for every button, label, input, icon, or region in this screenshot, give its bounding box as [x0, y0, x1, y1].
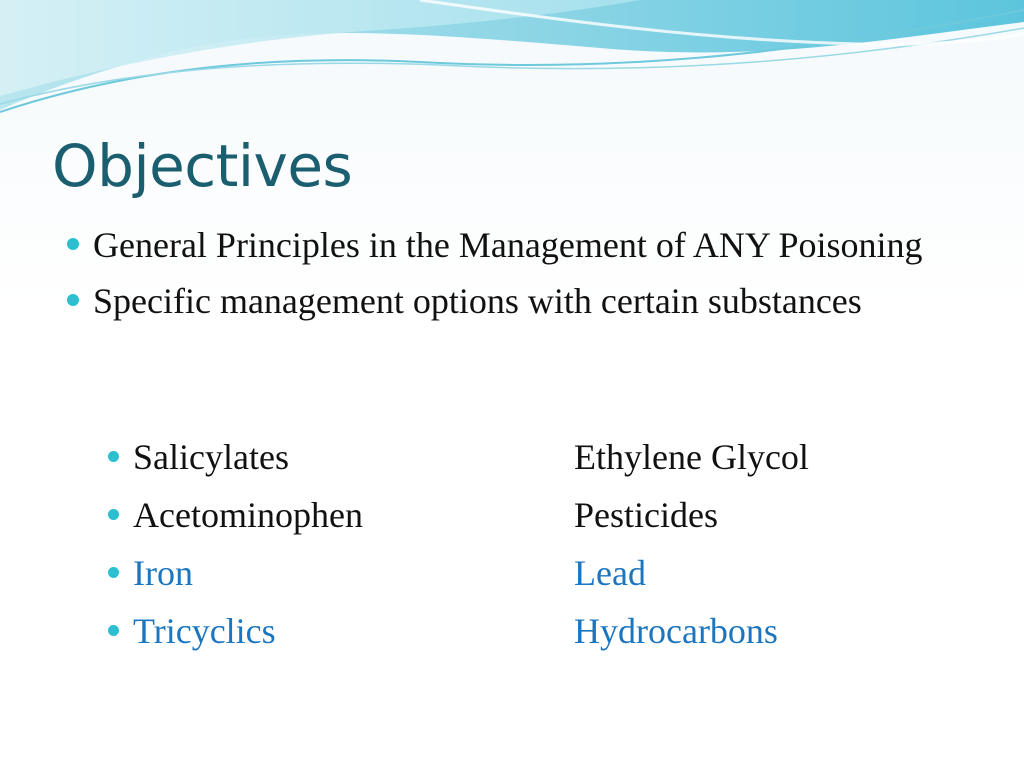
bullet-text: Specific management options with certain substances — [93, 281, 862, 321]
substance-right: Hydrocarbons — [574, 611, 778, 651]
substance-left: Acetominophen — [133, 495, 363, 535]
bullet-item — [60, 278, 960, 324]
bullet-item — [60, 222, 960, 268]
substance-left: Iron — [133, 553, 193, 593]
substance-row — [106, 434, 906, 492]
substance-row — [106, 492, 906, 550]
substance-left: Tricyclics — [133, 611, 276, 651]
substance-right: Lead — [574, 553, 646, 593]
bullet-dot-icon — [67, 294, 79, 306]
substance-list — [106, 434, 906, 666]
substance-right: Ethylene Glycol — [574, 437, 809, 477]
substance-left: Salicylates — [133, 437, 289, 477]
substance-row — [106, 550, 906, 608]
bullet-text: General Principles in the Management of ANY Poisoning — [93, 225, 923, 265]
substance-row — [106, 608, 906, 666]
sub-bullet-dot-icon — [108, 567, 119, 578]
sub-bullet-dot-icon — [108, 451, 119, 462]
sub-bullet-dot-icon — [108, 625, 119, 636]
bullet-list — [60, 222, 960, 334]
slide-title: Objectives — [52, 132, 353, 200]
sub-bullet-dot-icon — [108, 509, 119, 520]
substance-right: Pesticides — [574, 495, 718, 535]
wave-header-decoration — [0, 0, 1024, 130]
bullet-dot-icon — [67, 238, 79, 250]
